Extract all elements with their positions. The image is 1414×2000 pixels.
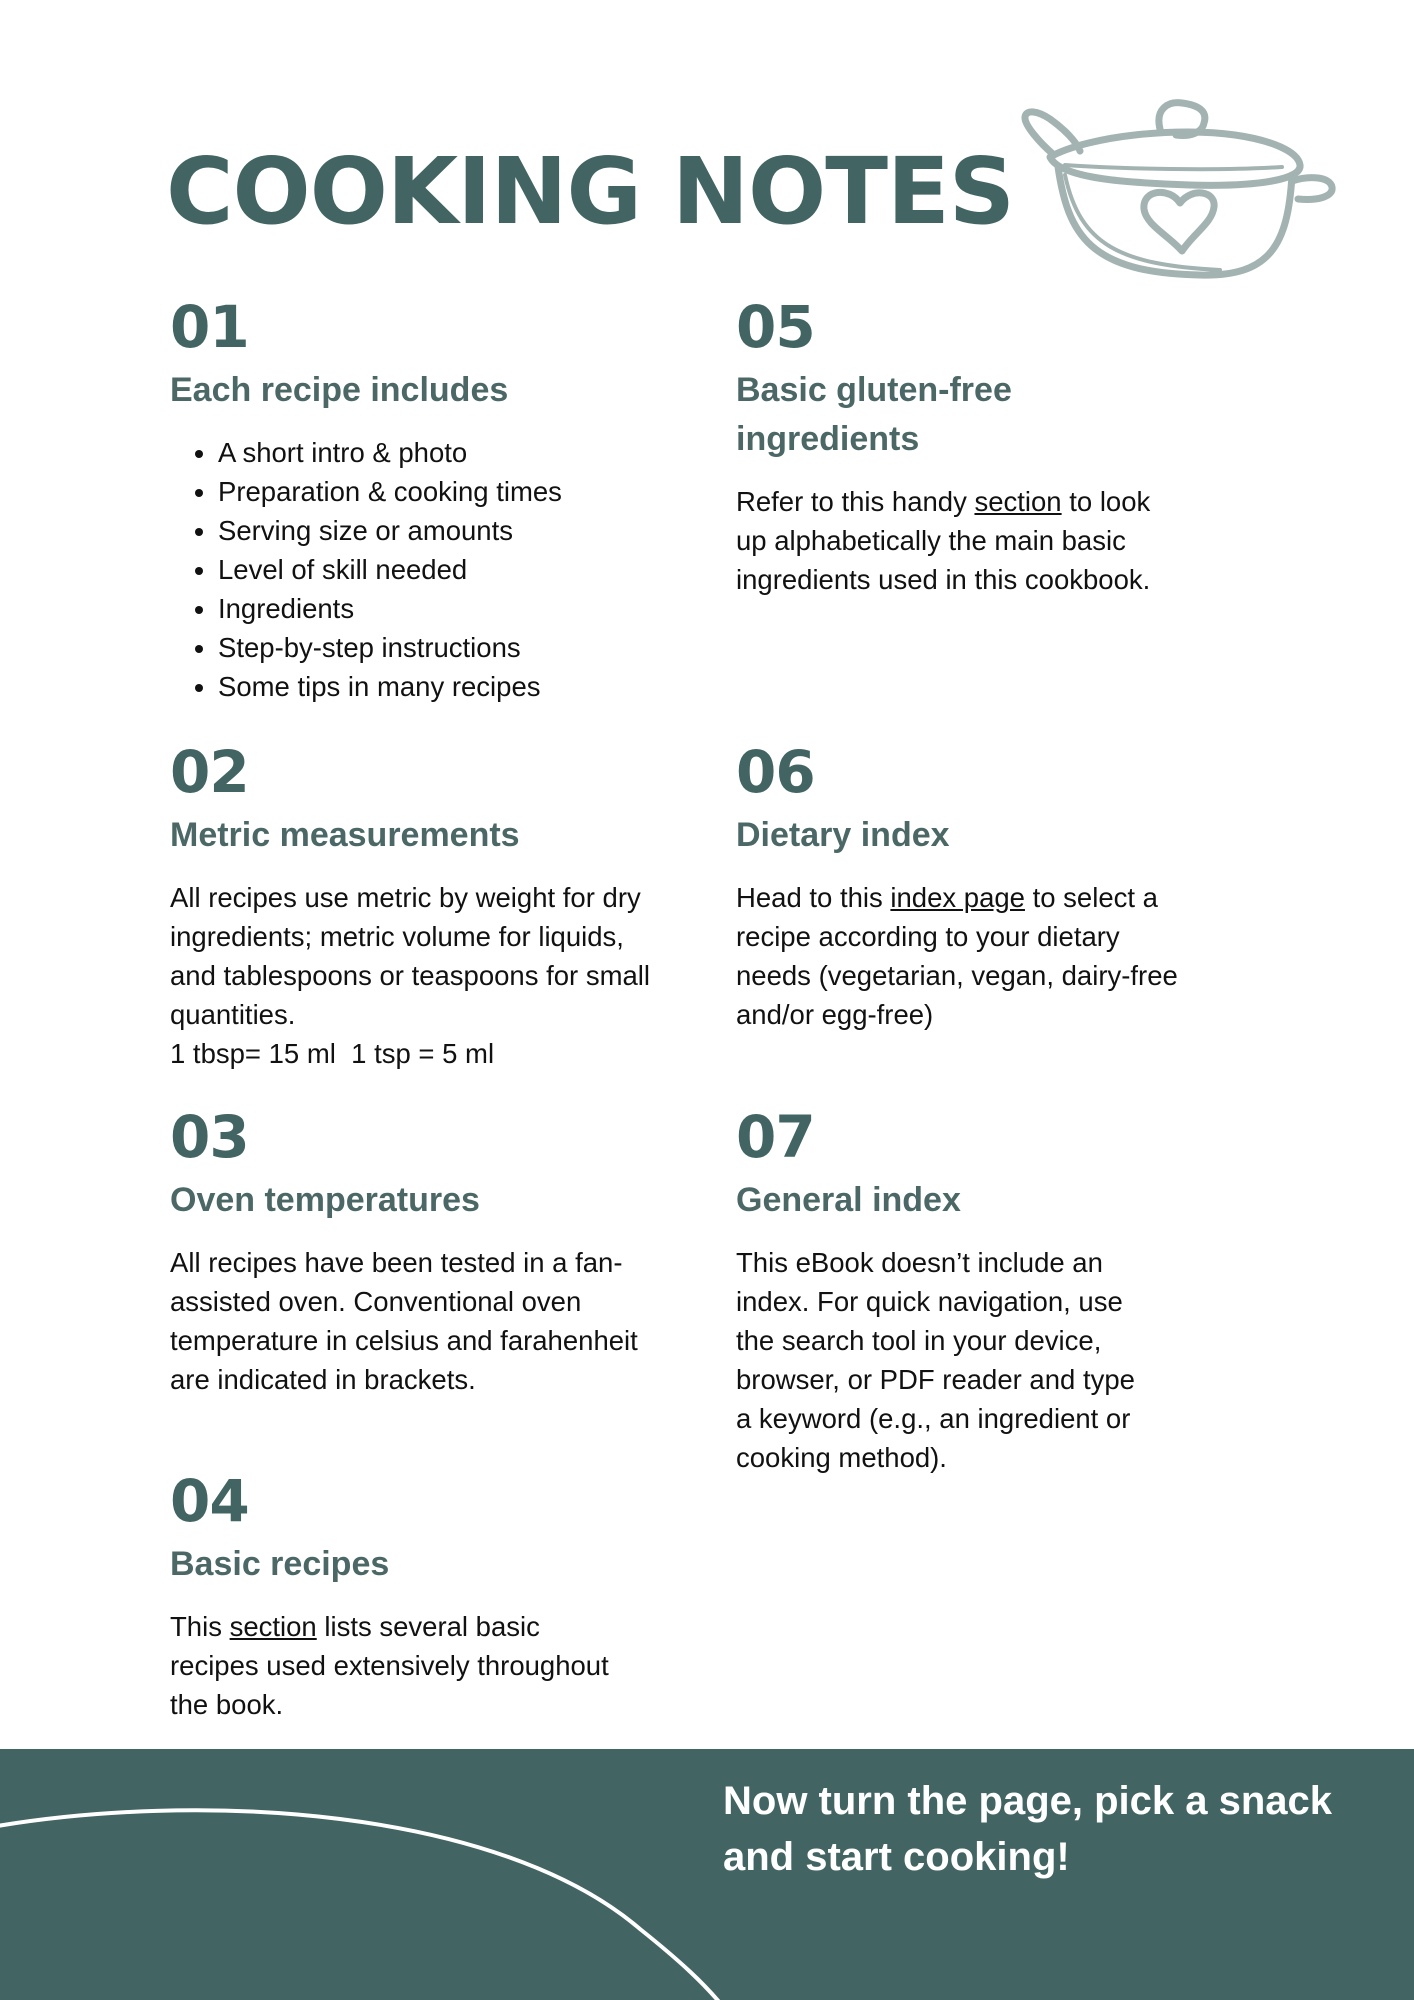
- footer-band: [0, 1749, 1414, 2000]
- text-fragment: Head to this: [736, 882, 891, 913]
- note-06: [736, 738, 1181, 1034]
- text-fragment: to look up alphabetically the main basic ingredients used in this cookbook.: [736, 486, 1151, 595]
- note-05: [736, 293, 1156, 599]
- note-text: All recipes have been tested in a fan-assisted oven. Conventional oven temperature in celsius and farahenheit are indicated in brackets.: [170, 1247, 638, 1395]
- list-item: • Step-by-step instructions: [218, 628, 650, 667]
- text-fragment: to select a recipe according to your dietary needs (vegetarian, vegan, dairy-free and/or egg-free): [736, 882, 1178, 1030]
- note-text: [736, 878, 1181, 1034]
- note-text: All recipes use metric by weight for dry ingredients; metric volume for liquids, and tablespoons or teaspoons for small quantities.: [170, 882, 651, 1030]
- note-heading: Basic gluten-free ingredients: [736, 371, 1012, 458]
- list-item: • Preparation & cooking times: [218, 472, 650, 511]
- note-number: 05: [736, 293, 815, 361]
- note-text: [170, 1607, 610, 1724]
- text-fragment: Refer to this handy: [736, 486, 975, 517]
- note-heading: Each recipe includes: [170, 371, 509, 409]
- note-heading: Oven temperatures: [170, 1181, 480, 1219]
- list-item: • Some tips in many recipes: [218, 667, 650, 706]
- note-heading: Dietary index: [736, 816, 950, 854]
- list-item: • Ingredients: [218, 589, 650, 628]
- note-number: 01: [170, 293, 249, 361]
- recipe-contents-list: [170, 433, 650, 706]
- note-number: 07: [736, 1103, 815, 1171]
- note-number: 06: [736, 738, 815, 806]
- note-number: 03: [170, 1103, 249, 1171]
- footer-call-to-action: Now turn the page, pick a snack and start cooking!: [723, 1779, 1333, 1879]
- note-text: This eBook doesn’t include an index. For quick navigation, use the search tool in your device, browser, or PDF reader and type a keyword (e.g., an ingredient or cooking method).: [736, 1247, 1135, 1473]
- note-number: 02: [170, 738, 249, 806]
- text-fragment: lists several basic recipes used extensively throughout the book.: [170, 1611, 609, 1720]
- note-text: [736, 482, 1156, 599]
- note-07: [736, 1103, 1156, 1477]
- note-number: 04: [170, 1467, 249, 1535]
- note-02: [170, 738, 651, 1073]
- note-heading: General index: [736, 1181, 961, 1219]
- pot-with-heart-icon: [1020, 95, 1340, 290]
- note-heading: Basic recipes: [170, 1545, 390, 1583]
- measurement-conversion: 1 tbsp= 15 ml 1 tsp = 5 ml: [170, 1038, 495, 1069]
- basic-recipes-section-link[interactable]: section: [229, 1611, 317, 1642]
- list-item: • Serving size or amounts: [218, 511, 650, 550]
- note-03: [170, 1103, 650, 1399]
- note-01: [170, 293, 650, 706]
- list-item: • A short intro & photo: [218, 433, 650, 472]
- note-heading: Metric measurements: [170, 816, 520, 854]
- gluten-free-section-link[interactable]: section: [974, 486, 1062, 517]
- dietary-index-page-link[interactable]: index page: [890, 882, 1025, 913]
- page-title: COOKING NOTES: [166, 138, 1015, 245]
- note-04: [170, 1467, 610, 1724]
- list-item: • Level of skill needed: [218, 550, 650, 589]
- text-fragment: This: [170, 1611, 230, 1642]
